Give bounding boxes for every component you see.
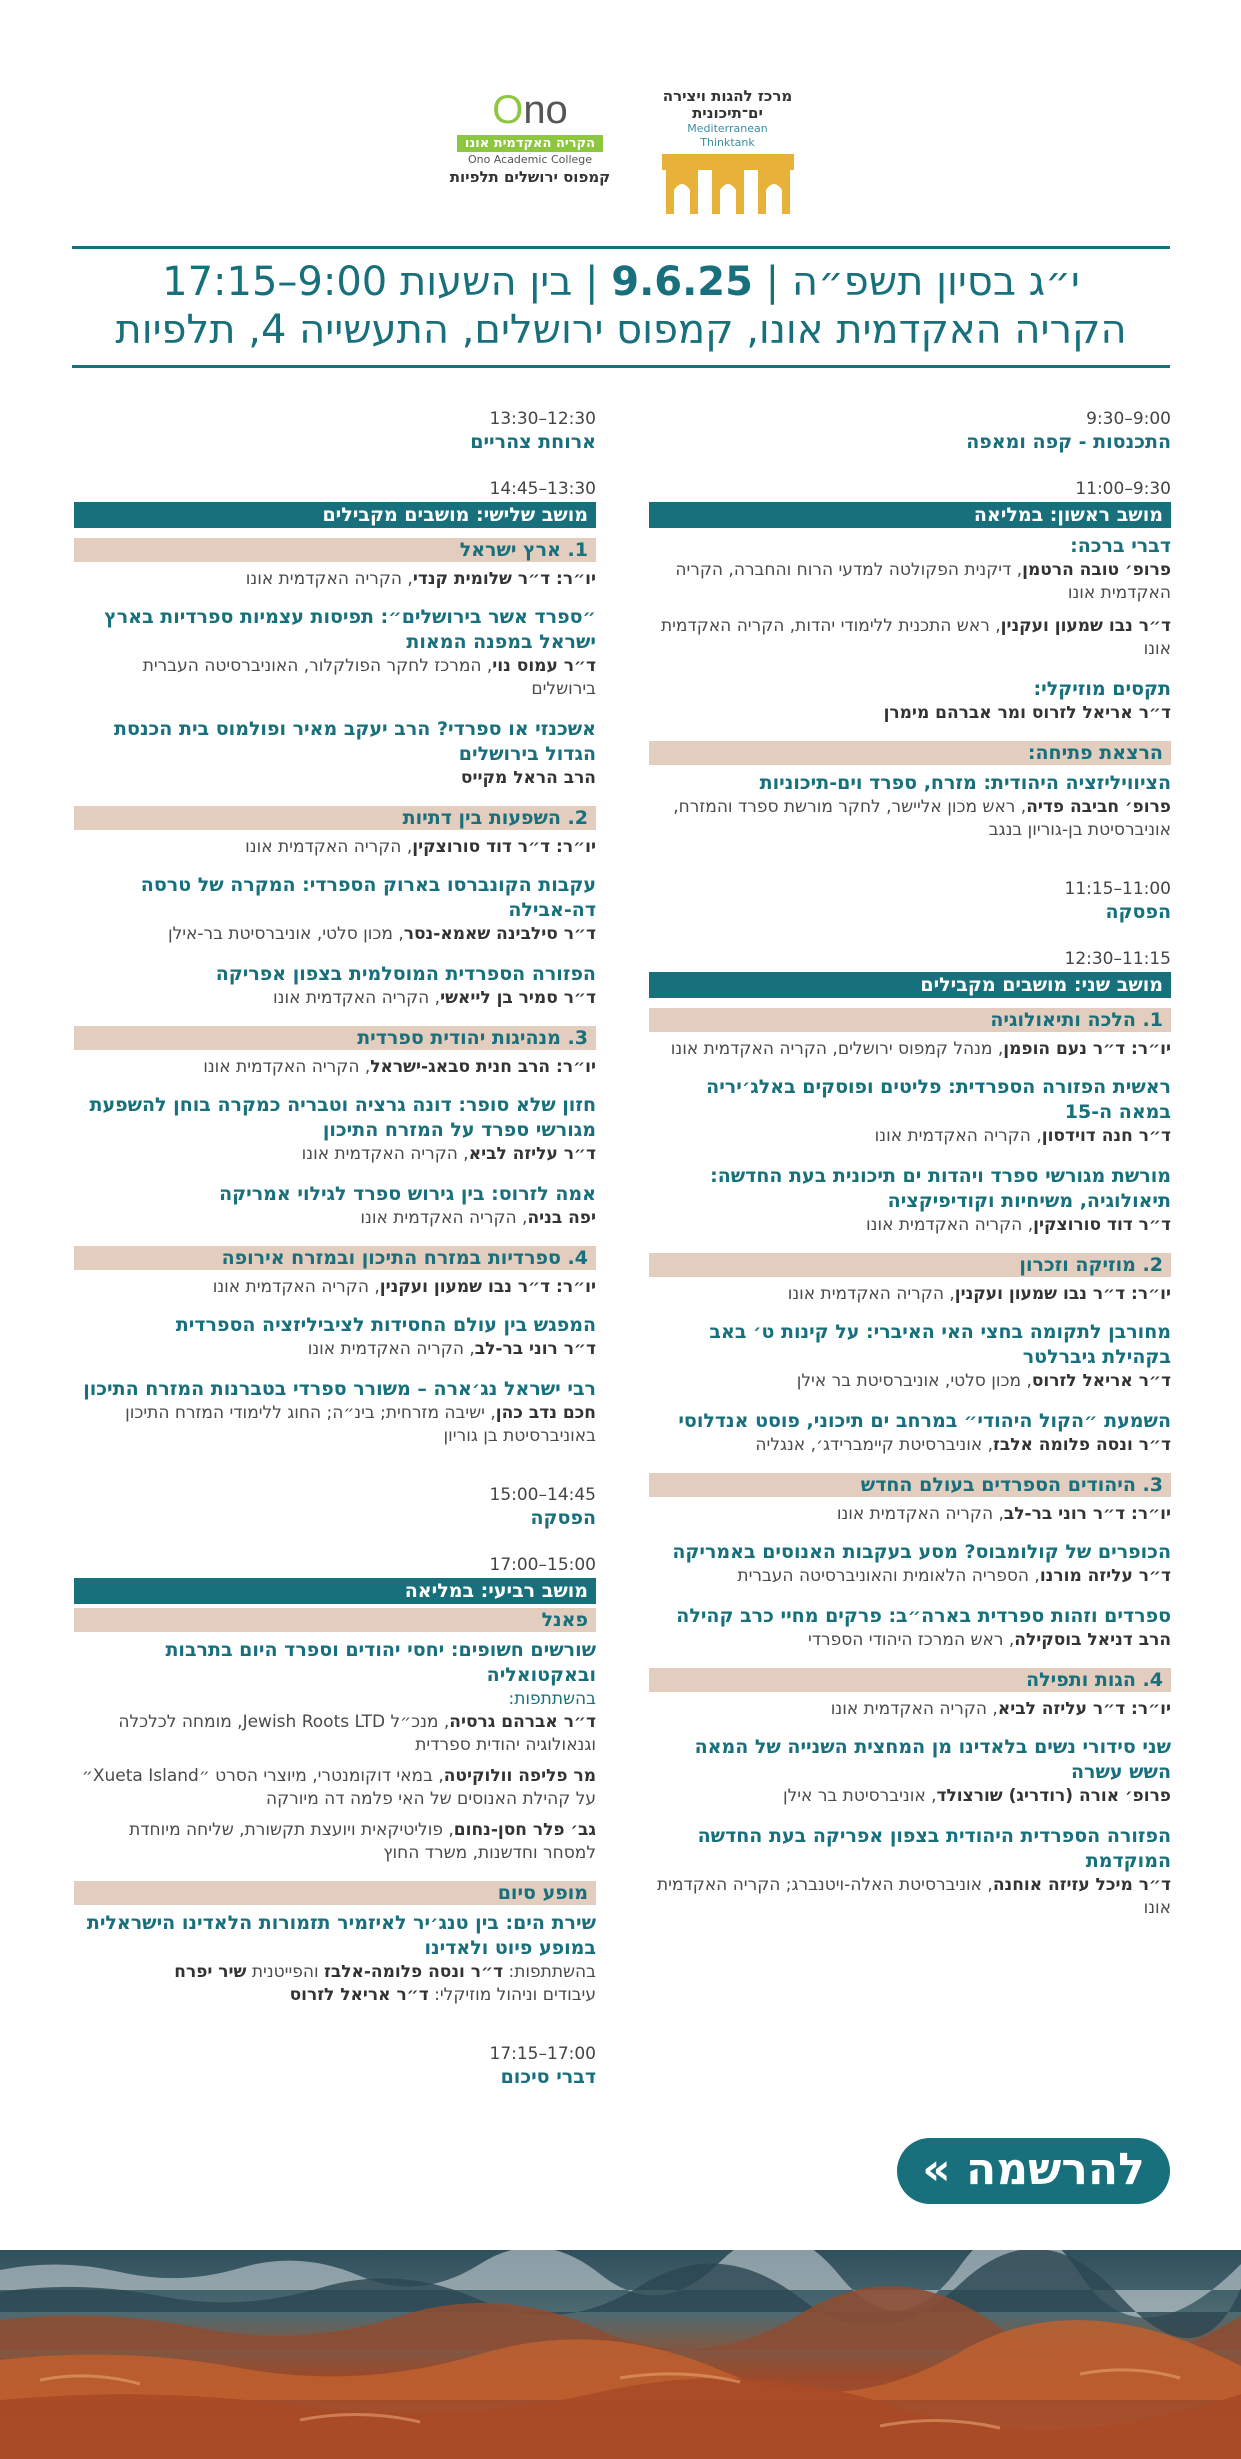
time-slot: 15:00–17:00 bbox=[489, 1555, 596, 1575]
chair-line: יו״ר: ד״ר נבו שמעון ועקנין, הקריה האקדמית אונו bbox=[212, 1277, 596, 1297]
program-right-column bbox=[649, 408, 1171, 1936]
schedule-block bbox=[649, 878, 1171, 924]
talk bbox=[74, 962, 596, 1010]
time-slot: 12:30–13:30 bbox=[489, 409, 596, 429]
schedule-block bbox=[74, 408, 596, 454]
speaker: יפה בניה, הקריה האקדמית אונו bbox=[360, 1208, 596, 1228]
ono-heb-name: הקריה האקדמית אונו bbox=[457, 135, 603, 152]
talk bbox=[649, 1409, 1171, 1457]
subsession-header: 2. מוזיקה וזכרון bbox=[649, 1253, 1171, 1277]
closing-performance bbox=[74, 1911, 596, 2007]
talk bbox=[649, 1540, 1171, 1588]
chair-line: יו״ר: ד״ר עליזה לביא, הקריה האקדמית אונו bbox=[830, 1699, 1171, 1719]
speaker: פרופ׳ טובה הרטמן, דיקנית הפקולטה למדעי הרוח והחברה, הקריה האקדמית אונו bbox=[675, 560, 1171, 603]
speaker: ד״ר ונסה פלומה אלבז, אוניברסיטת קיימברידג׳, אנגליה bbox=[755, 1435, 1171, 1455]
talk-title: אמה לזרוס: בין גירוש ספרד לגילוי אמריקה bbox=[219, 1183, 596, 1205]
talk bbox=[74, 1182, 596, 1230]
talk bbox=[649, 1824, 1171, 1920]
subsession-header: 3. היהודים הספרדים בעולם החדש bbox=[649, 1473, 1171, 1497]
talk-title: מחורבן לתקומה בחצי האי האיברי: על קינות ט׳ באב בקהילת גיברלטר bbox=[709, 1321, 1171, 1368]
session-four bbox=[74, 1554, 596, 2007]
talk-title: תקסים מוזיקלי: bbox=[1033, 678, 1171, 700]
schedule-block bbox=[74, 2043, 596, 2089]
talk-title: הציוויליזציה היהודית: מזרח, ספרד וים-תיכוניות bbox=[759, 772, 1171, 794]
talk-title: השמעת ״הקול היהודי״ במרחב ים תיכוני, פוסט אנדלוסי bbox=[678, 1410, 1171, 1432]
session-title: מושב שלישי: מושבים מקבילים bbox=[74, 502, 596, 528]
time-slot: 13:30–14:45 bbox=[489, 479, 596, 499]
speaker: חכם נדב כהן, ישיבה מזרחית; בינ״ה; החוג ללימודי המזרח התיכון באוניברסיטת בן גוריון bbox=[125, 1403, 596, 1446]
speaker: ד״ר סמיר בן לייאשי, הקריה האקדמית אונו bbox=[273, 988, 596, 1008]
subsession-header: 2. השפעות בין דתיות bbox=[74, 806, 596, 830]
sea-illustration bbox=[0, 2250, 1241, 2459]
speaker: הרב דניאל בוסקילה, ראש המרכז היהודי הספרדי bbox=[807, 1630, 1171, 1650]
talk-title: ראשית הפזורה הספרדית: פליטים ופוסקים באלג׳יריה במאה ה-15 bbox=[706, 1076, 1171, 1123]
musical-taqsim bbox=[649, 677, 1171, 725]
speaker: ד״ר רוני בר-לב, הקריה האקדמית אונו bbox=[307, 1339, 596, 1359]
talk bbox=[74, 1313, 596, 1361]
subsession-header: פאנל bbox=[74, 1608, 596, 1632]
speaker: הרב הראל מקייס bbox=[460, 768, 596, 788]
sea-painting-image bbox=[0, 2250, 1241, 2459]
speaker: ד״ר מיכל עזיזה אוחנה, אוניברסיטת האלה-ויטנברג; הקריה האקדמית אונו bbox=[656, 1875, 1171, 1918]
event-venue-line: הקריה האקדמית אונו, קמפוס ירושלים, התעשייה 4, תלפיות bbox=[115, 307, 1127, 353]
speaker: ד״ר חנה דוידסון, הקריה האקדמית אונו bbox=[874, 1126, 1171, 1146]
talk bbox=[649, 1320, 1171, 1393]
talk bbox=[74, 605, 596, 701]
slot-label: הפסקה bbox=[1105, 901, 1171, 923]
session-two bbox=[649, 948, 1171, 1920]
talk bbox=[649, 1164, 1171, 1237]
talk-title: ספרדים וזהות ספרדית בארה״ב: פרקים מחיי כרב קהילה bbox=[676, 1605, 1171, 1627]
header-divider-top bbox=[72, 246, 1170, 249]
register-button[interactable]: להרשמה » bbox=[897, 2138, 1170, 2204]
talk-title: ״ספרד אשר בירושלים״: תפיסות עצמיות ספרדיות בארץ ישראל במפנה המאות bbox=[104, 606, 596, 653]
opening-lecture bbox=[649, 771, 1171, 842]
slot-label: התכנסות - קפה ומאפה bbox=[966, 431, 1171, 453]
chair-line: יו״ר: ד״ר שלומית קנדי, הקריה האקדמית אונו bbox=[245, 569, 596, 589]
speaker: ד״ר עליזה לביא, הקריה האקדמית אונו bbox=[301, 1144, 596, 1164]
speaker: פרופ׳ חביבה פדיה, ראש מכון אליישר, לחקר מורשת ספרד והמזרח, אוניברסיטת בן-גוריון בנגב bbox=[673, 797, 1171, 840]
time-slot: 11:00–11:15 bbox=[1064, 879, 1171, 899]
talk-title: הפזורה הספרדית היהודית בצפון אפריקה בעת החדשה המוקדמת bbox=[697, 1825, 1171, 1872]
chair-line: יו״ר: ד״ר נעם הופמן, מנהל קמפוס ירושלים, הקריה האקדמית אונו bbox=[670, 1039, 1171, 1059]
arches-icon bbox=[662, 154, 794, 214]
mediterranean-thinktank-logo bbox=[660, 88, 795, 203]
talk bbox=[649, 1735, 1171, 1808]
talk-title: רבי ישראל נג׳ארה – משורר ספרדי בטברנות המזרח התיכון bbox=[83, 1378, 596, 1400]
time-slot: 17:00–17:15 bbox=[489, 2044, 596, 2064]
ono-wordmark: Ono bbox=[492, 88, 568, 132]
session-three bbox=[74, 478, 596, 1448]
greetings bbox=[649, 534, 1171, 661]
talk-title: עקבות הקונברסו בארוק הספרדי: המקרה של טרסה דה-אבילה bbox=[140, 874, 596, 921]
panel-with-label: בהשתתפות: bbox=[508, 1689, 596, 1709]
header-divider-bottom bbox=[72, 365, 1170, 368]
mt-logo-heb-line1: מרכז להגות ויצירה bbox=[662, 87, 793, 105]
logos-area bbox=[0, 88, 1241, 198]
panel-title: שורשים חשופים: יחסי יהודים וספרד היום בתרבות ובאקטואליה bbox=[165, 1639, 596, 1686]
talk bbox=[649, 1075, 1171, 1148]
talk-title: הפזורה הספרדית המוסלמית בצפון אפריקה bbox=[215, 963, 596, 985]
event-date-line: י״ג בסיון תשפ״ה | 9.6.25 | בין השעות 9:00–17:15 bbox=[162, 259, 1080, 305]
performers: בהשתתפות: ד״ר ונסה פלומה-אלבז והפייטנית שיר יפרח bbox=[174, 1962, 596, 1982]
chair-line: יו״ר: הרב חנית סבאג-ישראל, הקריה האקדמית אונו bbox=[203, 1057, 596, 1077]
speaker: ד״ר נבו שמעון ועקנין, ראש התכנית ללימודי יהדות, הקריה האקדמית אונו bbox=[660, 616, 1171, 659]
session-title: מושב רביעי: במליאה bbox=[74, 1578, 596, 1604]
talk bbox=[649, 1604, 1171, 1652]
chair-line: יו״ר: ד״ר דוד סורוצקין, הקריה האקדמית אונו bbox=[245, 837, 596, 857]
ono-campus-name: קמפוס ירושלים תלפיות bbox=[449, 168, 611, 186]
talk bbox=[74, 717, 596, 790]
talk-title: אשכנזי או ספרדי? הרב יעקב מאיר ופולמוס בית הכנסת הגדול בירושלים bbox=[114, 718, 596, 765]
panelist: גב׳ פלר חסן-נחום, פוליטיקאית ויועצת תקשורת, שליחה מיוחדת למסחר וחדשנות, משרד החוץ bbox=[129, 1820, 596, 1863]
talk bbox=[74, 1377, 596, 1448]
time-slot: 9:00–9:30 bbox=[1086, 409, 1171, 429]
panelist: ד״ר אברהם גרסיה, מנכ״ל Jewish Roots LTD, מומחה לכלכלה וגנאולוגיה יהודית ספרדית bbox=[118, 1712, 596, 1755]
subsession-header: 4. הגות ותפילה bbox=[649, 1668, 1171, 1692]
panelist: מר פליפה וולוקיטה, במאי דוקומנטרי, מיוצרי הסרט ״Xueta Island״ על קהילת האנוסים של האי פלמה דה מיורקה bbox=[81, 1766, 596, 1809]
session-title: מושב ראשון: במליאה bbox=[649, 502, 1171, 528]
subsession-header: 4. ספרדיות במזרח התיכון ובמזרח אירופה bbox=[74, 1246, 596, 1270]
panel bbox=[74, 1638, 596, 1865]
arrangements: עיבודים וניהול מוזיקלי: ד״ר אריאל לזרוס bbox=[289, 1985, 596, 2005]
talk bbox=[74, 1093, 596, 1166]
talk-title: המפגש בין עולם החסידות לציביליזציה הספרדית bbox=[175, 1314, 596, 1336]
session-title: מושב שני: מושבים מקבילים bbox=[649, 972, 1171, 998]
time-slot: 11:15–12:30 bbox=[1064, 949, 1171, 969]
mt-logo-en: Mediterranean Thinktank bbox=[687, 122, 768, 149]
talk-title: שני סידורי נשים בלאדינו מן המחצית השנייה של המאה השש עשרה bbox=[694, 1736, 1171, 1783]
speaker: פרופ׳ אורה (רודריג) שורצולד, אוניברסיטת בר אילן bbox=[782, 1786, 1171, 1806]
subsession-header: 3. מנהיגות יהודית ספרדית bbox=[74, 1026, 596, 1050]
time-slot: 14:45–15:00 bbox=[489, 1485, 596, 1505]
chair-line: יו״ר: ד״ר רוני בר-לב, הקריה האקדמית אונו bbox=[836, 1504, 1171, 1524]
subsession-header: 1. ארץ ישראל bbox=[74, 538, 596, 562]
subsession-header: מופע סיום bbox=[74, 1881, 596, 1905]
ono-college-logo bbox=[440, 88, 620, 198]
slot-label: הפסקה bbox=[530, 1507, 596, 1529]
slot-label: דברי סיכום bbox=[500, 2066, 596, 2088]
slot-label: ארוחת צהריים bbox=[470, 431, 596, 453]
speaker: ד״ר אריאל לזרוס, מכון סלטי, אוניברסיטת בר אילן bbox=[796, 1371, 1171, 1391]
talk-title: מורשת מגורשי ספרד ויהדות ים תיכונית בעת החדשה: תיאולוגיה, משיחיות וקודיפיקציה bbox=[710, 1165, 1171, 1212]
speaker: ד״ר דוד סורוצקין, הקריה האקדמית אונו bbox=[866, 1215, 1171, 1235]
schedule-block bbox=[74, 1484, 596, 1530]
ono-en-name: Ono Academic College bbox=[467, 153, 593, 166]
speaker: ד״ר עמוס נוי, המרכז לחקר הפולקלור, האוניברסיטה העברית בירושלים bbox=[142, 656, 596, 699]
speaker: ד״ר סילבינה שאמא-נסר, מכון סלטי, אוניברסיטת בר-אילן bbox=[167, 924, 596, 944]
time-slot: 9:30–11:00 bbox=[1075, 479, 1171, 499]
talk bbox=[74, 873, 596, 946]
performance-title: שירת הים: בין טנג׳יר לאיזמיר תזמורות הלאדינו הישראלית במופע פיוט ולאדינו bbox=[86, 1912, 596, 1959]
schedule-block bbox=[649, 408, 1171, 454]
speaker: ד״ר עליזה מורנו, הספריה הלאומית והאוניברסיטה העברית bbox=[737, 1566, 1171, 1586]
chair-line: יו״ר: ד״ר נבו שמעון ועקנין, הקריה האקדמית אונו bbox=[787, 1284, 1171, 1304]
talk-title: חזון שלא סופר: דונה גרציה וטבריה כמקרה בוחן להשפעת מגורשי ספרד על המזרח התיכון bbox=[89, 1094, 596, 1141]
greetings-title: דברי ברכה: bbox=[1070, 535, 1171, 557]
session-one bbox=[649, 478, 1171, 842]
subsession-header: 1. הלכה ותיאולוגיה bbox=[649, 1008, 1171, 1032]
talk-title: הכופרים של קולומבוס? מסע בעקבות האנוסים באמריקה bbox=[672, 1541, 1171, 1563]
speaker: ד״ר אריאל לזרוס ומר אברהם מימרן bbox=[883, 703, 1171, 723]
program-left-column bbox=[74, 408, 596, 2113]
mt-logo-heb-line2: ים־תיכונית bbox=[692, 104, 763, 122]
subsession-header: הרצאת פתיחה: bbox=[649, 741, 1171, 765]
